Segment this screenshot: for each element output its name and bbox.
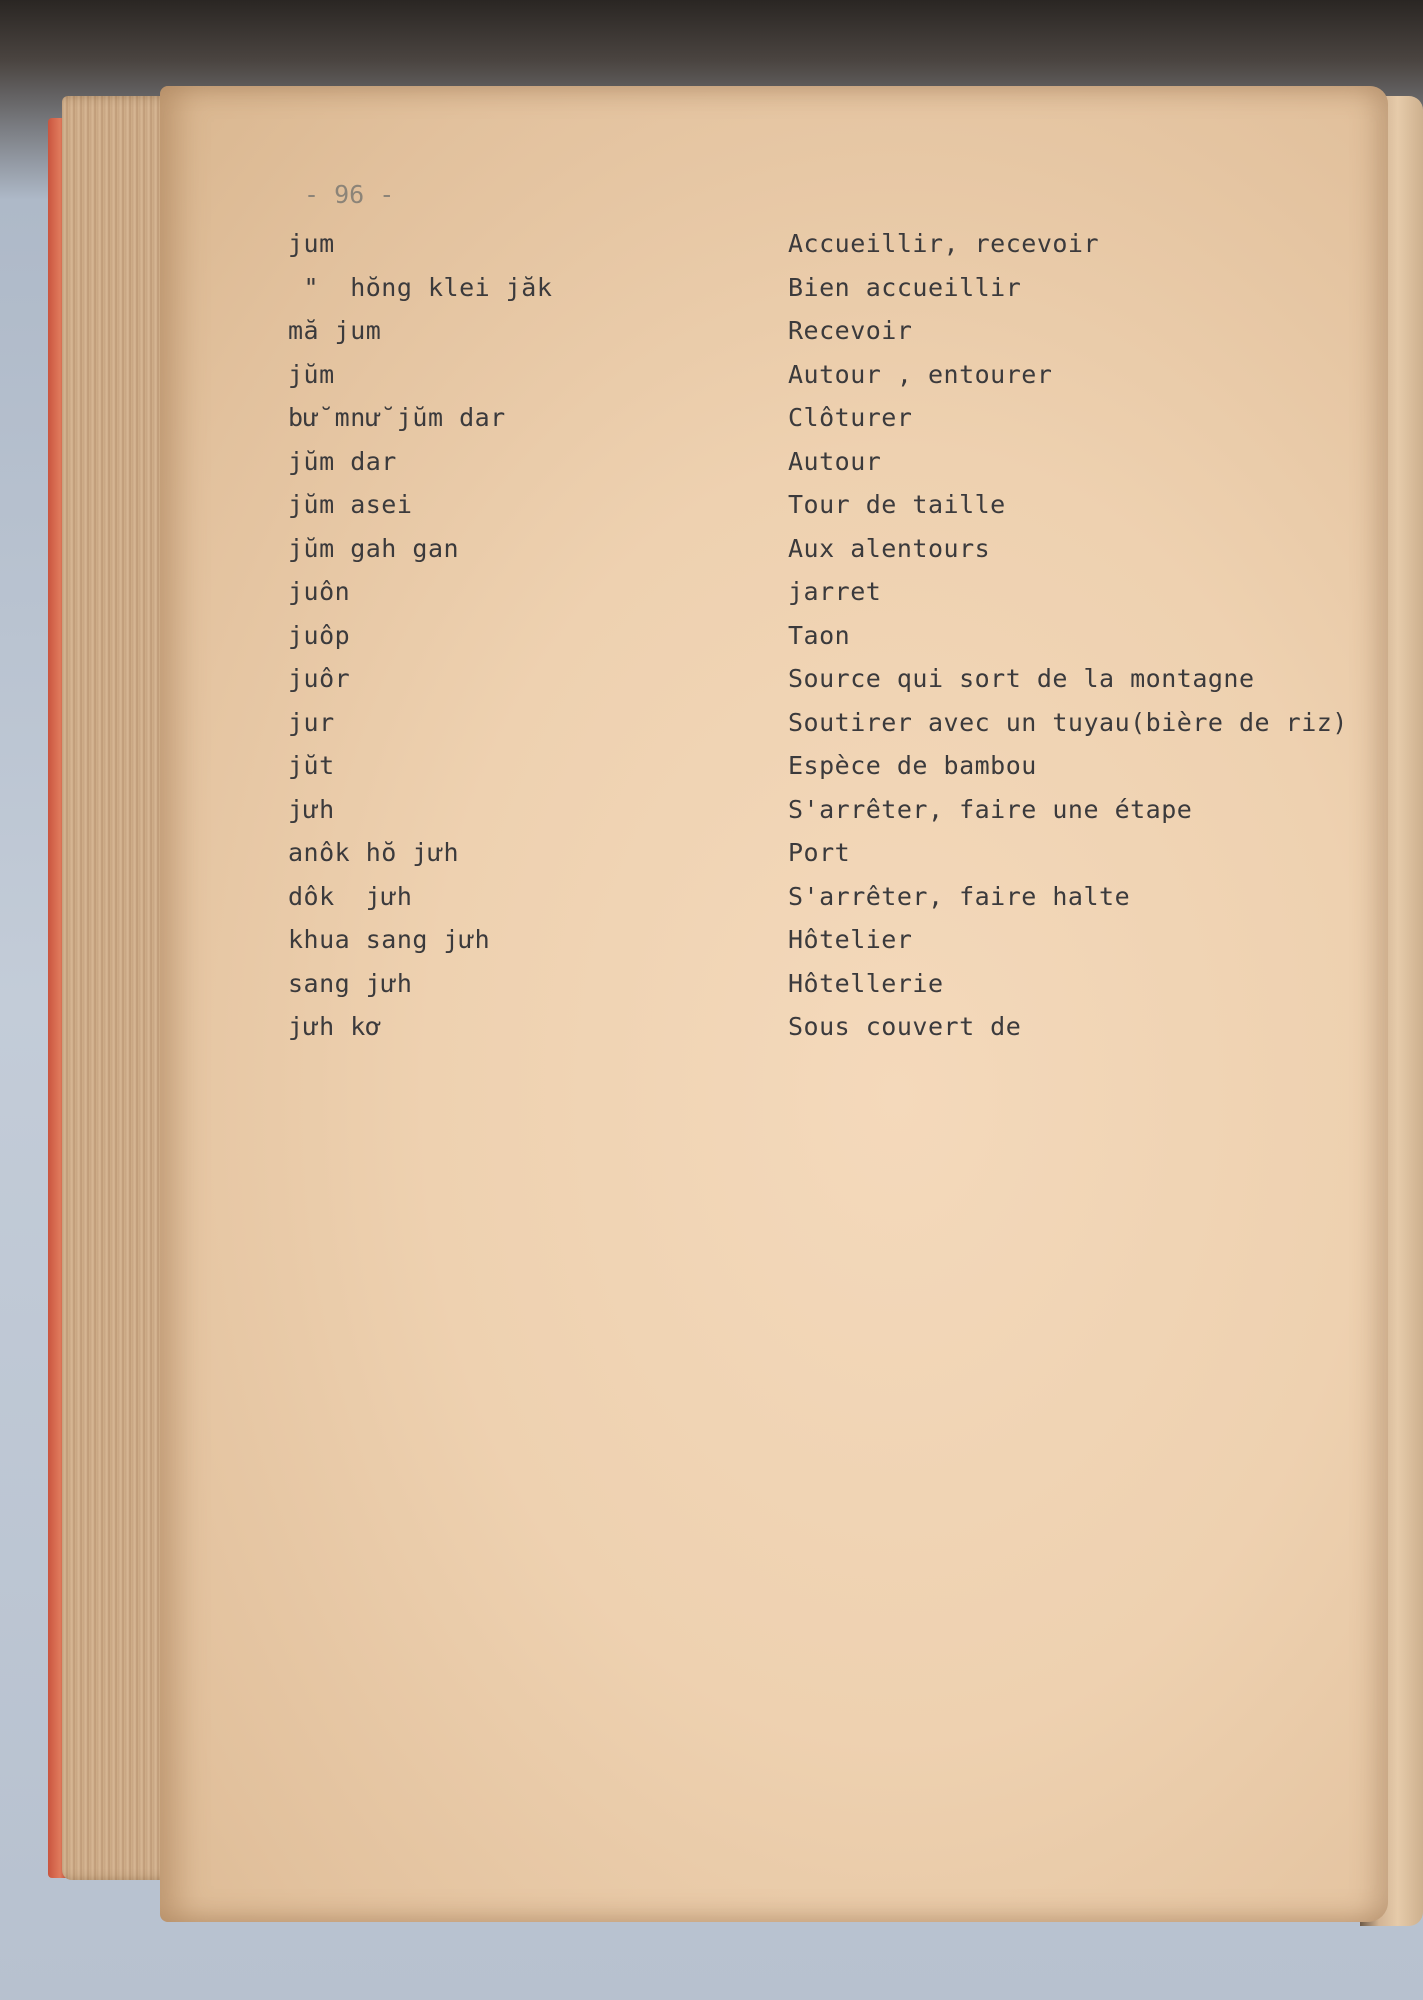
entry-definition: S'arrêter, faire halte [788, 881, 1131, 911]
dictionary-entry [288, 744, 1378, 788]
entry-term: jŭm dar [288, 446, 397, 476]
entry-definition: Taon [788, 620, 851, 650]
dictionary-entry [288, 222, 1378, 266]
entry-term: sang jưh [288, 968, 413, 998]
dictionary-entry [288, 831, 1378, 875]
dictionary-entry [288, 440, 1378, 484]
dictionary-entry [288, 657, 1378, 701]
dictionary-entry [288, 396, 1378, 440]
entry-definition: Hôtellerie [788, 968, 944, 998]
entry-term: mă jum [288, 316, 382, 346]
entry-definition: Hôtelier [788, 925, 913, 955]
entry-term: jưh kơ [288, 1012, 382, 1042]
entry-term: jŭt [288, 751, 335, 781]
dictionary-entry [288, 614, 1378, 658]
dictionary-entries [288, 222, 1378, 1049]
entry-definition: Port [788, 838, 851, 868]
dictionary-entry [288, 875, 1378, 919]
entry-term: jum [288, 229, 335, 259]
entry-term: juôr [288, 664, 351, 694]
dictionary-entry [288, 1005, 1378, 1049]
dictionary-entry [288, 527, 1378, 571]
entry-term: jŭm gah gan [288, 533, 460, 563]
dictionary-entry [288, 483, 1378, 527]
dictionary-entry [288, 570, 1378, 614]
entry-term: jur [288, 707, 335, 737]
entry-definition: Soutirer avec un tuyau(bière de riz) [788, 707, 1348, 737]
dictionary-entry [288, 918, 1378, 962]
dictionary-entry [288, 353, 1378, 397]
entry-definition: Accueillir, recevoir [788, 229, 1100, 259]
entry-term: anôk hŏ jưh [288, 838, 460, 868]
dictionary-entry [288, 266, 1378, 310]
dictionary-entry [288, 962, 1378, 1006]
entry-definition: Aux alentours [788, 533, 991, 563]
entry-term: jŭm [288, 359, 335, 389]
entry-term: juôp [288, 620, 351, 650]
entry-definition: Tour de taille [788, 490, 1006, 520]
entry-term: jŭm asei [288, 490, 413, 520]
entry-definition: Autour [788, 446, 882, 476]
entry-term: khua sang jưh [288, 925, 491, 955]
entry-definition: Recevoir [788, 316, 913, 346]
entry-definition: Autour , entourer [788, 359, 1053, 389]
dictionary-entry [288, 788, 1378, 832]
dictionary-entry [288, 701, 1378, 745]
dictionary-entry [288, 309, 1378, 353]
entry-term: bư̆ mnư̆ jŭm dar [288, 403, 506, 433]
entry-definition: Clôturer [788, 403, 913, 433]
entry-definition: jarret [788, 577, 882, 607]
entry-term: jưh [288, 794, 335, 824]
entry-term: " hŏng klei jăk [288, 272, 553, 302]
entry-definition: Bien accueillir [788, 272, 1022, 302]
entry-term: juôn [288, 577, 351, 607]
entry-definition: Espèce de bambou [788, 751, 1037, 781]
page-number: - 96 - [304, 180, 395, 209]
entry-definition: S'arrêter, faire une étape [788, 794, 1193, 824]
entry-definition: Sous couvert de [788, 1012, 1022, 1042]
entry-term: dôk jưh [288, 881, 413, 911]
entry-definition: Source qui sort de la montagne [788, 664, 1255, 694]
